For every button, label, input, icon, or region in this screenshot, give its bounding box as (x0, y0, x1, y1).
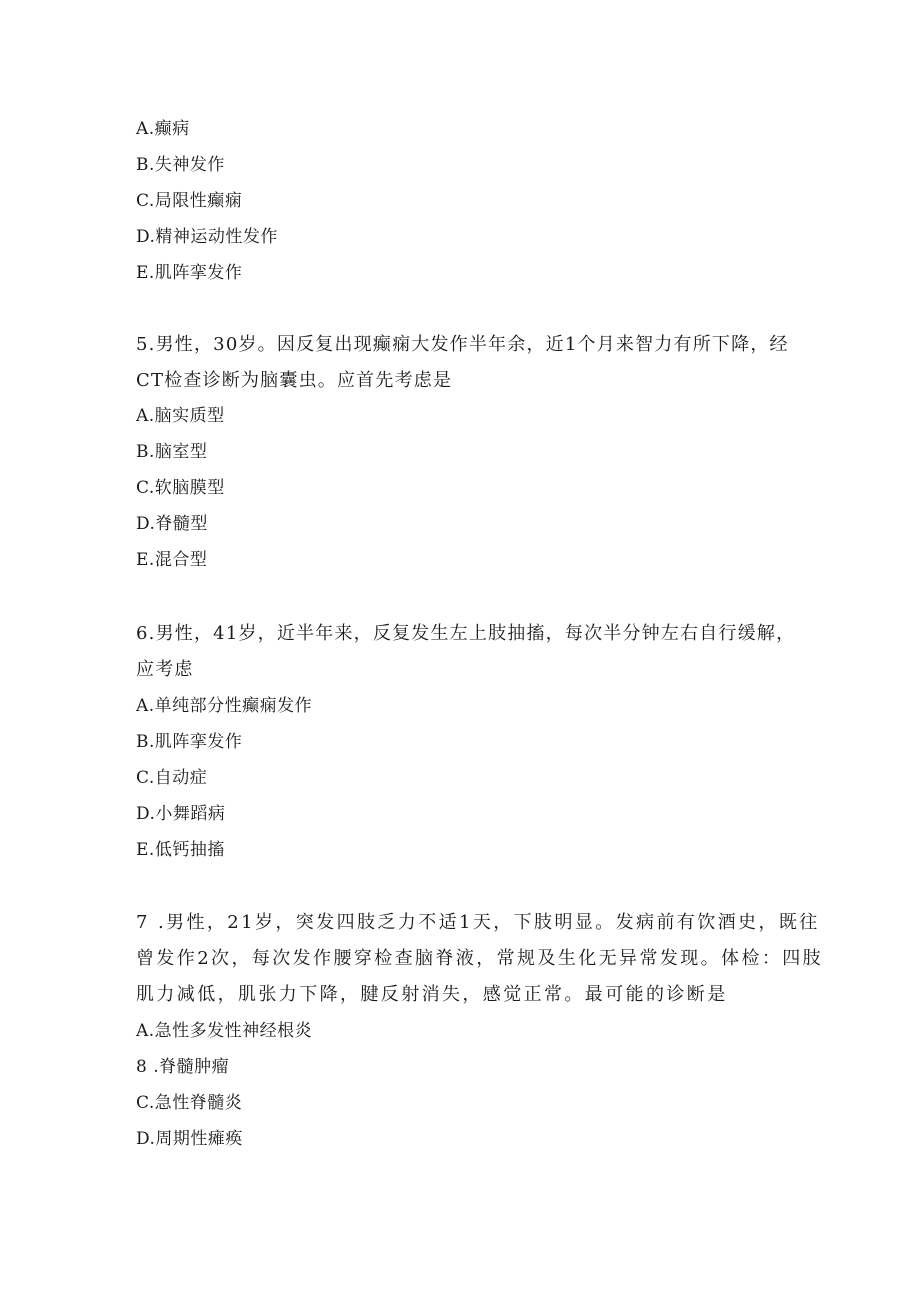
question-7-stem-line-1: 7 .男性，21岁，突发四肢乏力不适1天，下肢明显。发病前有饮酒史，既往 (136, 912, 820, 933)
question-7-option-b: 8 .脊髓肿瘤 (136, 1057, 230, 1077)
option-c: C.局限性癫痫 (136, 191, 243, 211)
question-5-stem-line-2: CT检查诊断为脑囊虫。应首先考虑是 (136, 370, 453, 391)
question-6-stem-line-1: 6.男性，41岁，近半年来，反复发生左上肢抽搐，每次半分钟左右自行缓解， (136, 623, 796, 644)
question-5-option-d: D.脊髓型 (136, 514, 208, 534)
question-7-option-a: A.急性多发性神经根炎 (136, 1021, 313, 1041)
question-7-option-d: D.周期性瘫痪 (136, 1129, 243, 1149)
option-e: E.肌阵挛发作 (136, 263, 243, 283)
question-5-stem-line-1: 5.男性，30岁。因反复出现癫痫大发作半年余，近1个月来智力有所下降，经 (136, 334, 789, 355)
question-5-option-e: E.混合型 (136, 550, 208, 570)
question-6-option-c: C.自动症 (136, 768, 208, 788)
question-7-stem-line-3: 肌力减低，肌张力下降，腱反射消失，感觉正常。最可能的诊断是 (136, 984, 728, 1005)
question-5-option-a: A.脑实质型 (136, 406, 225, 426)
question-7-stem-line-2: 曾发作2次，每次发作腰穿检查脑脊液，常规及生化无异常发现。体检：四肢 (136, 948, 824, 969)
question-6-stem-line-2: 应考虑 (136, 659, 194, 680)
question-6-option-d: D.小舞蹈病 (136, 804, 226, 824)
option-a: A.癫病 (136, 119, 190, 139)
option-d: D.精神运动性发作 (136, 227, 278, 247)
question-6-option-a: A.单纯部分性癫痫发作 (136, 696, 313, 716)
option-b: B.失神发作 (136, 155, 225, 175)
question-5-option-c: C.软脑膜型 (136, 478, 225, 498)
question-6-option-e: E.低钙抽搐 (136, 840, 225, 860)
question-5-option-b: B.脑室型 (136, 442, 208, 462)
question-7-option-c: C.急性脊髓炎 (136, 1093, 243, 1113)
question-6-option-b: B.肌阵挛发作 (136, 732, 243, 752)
